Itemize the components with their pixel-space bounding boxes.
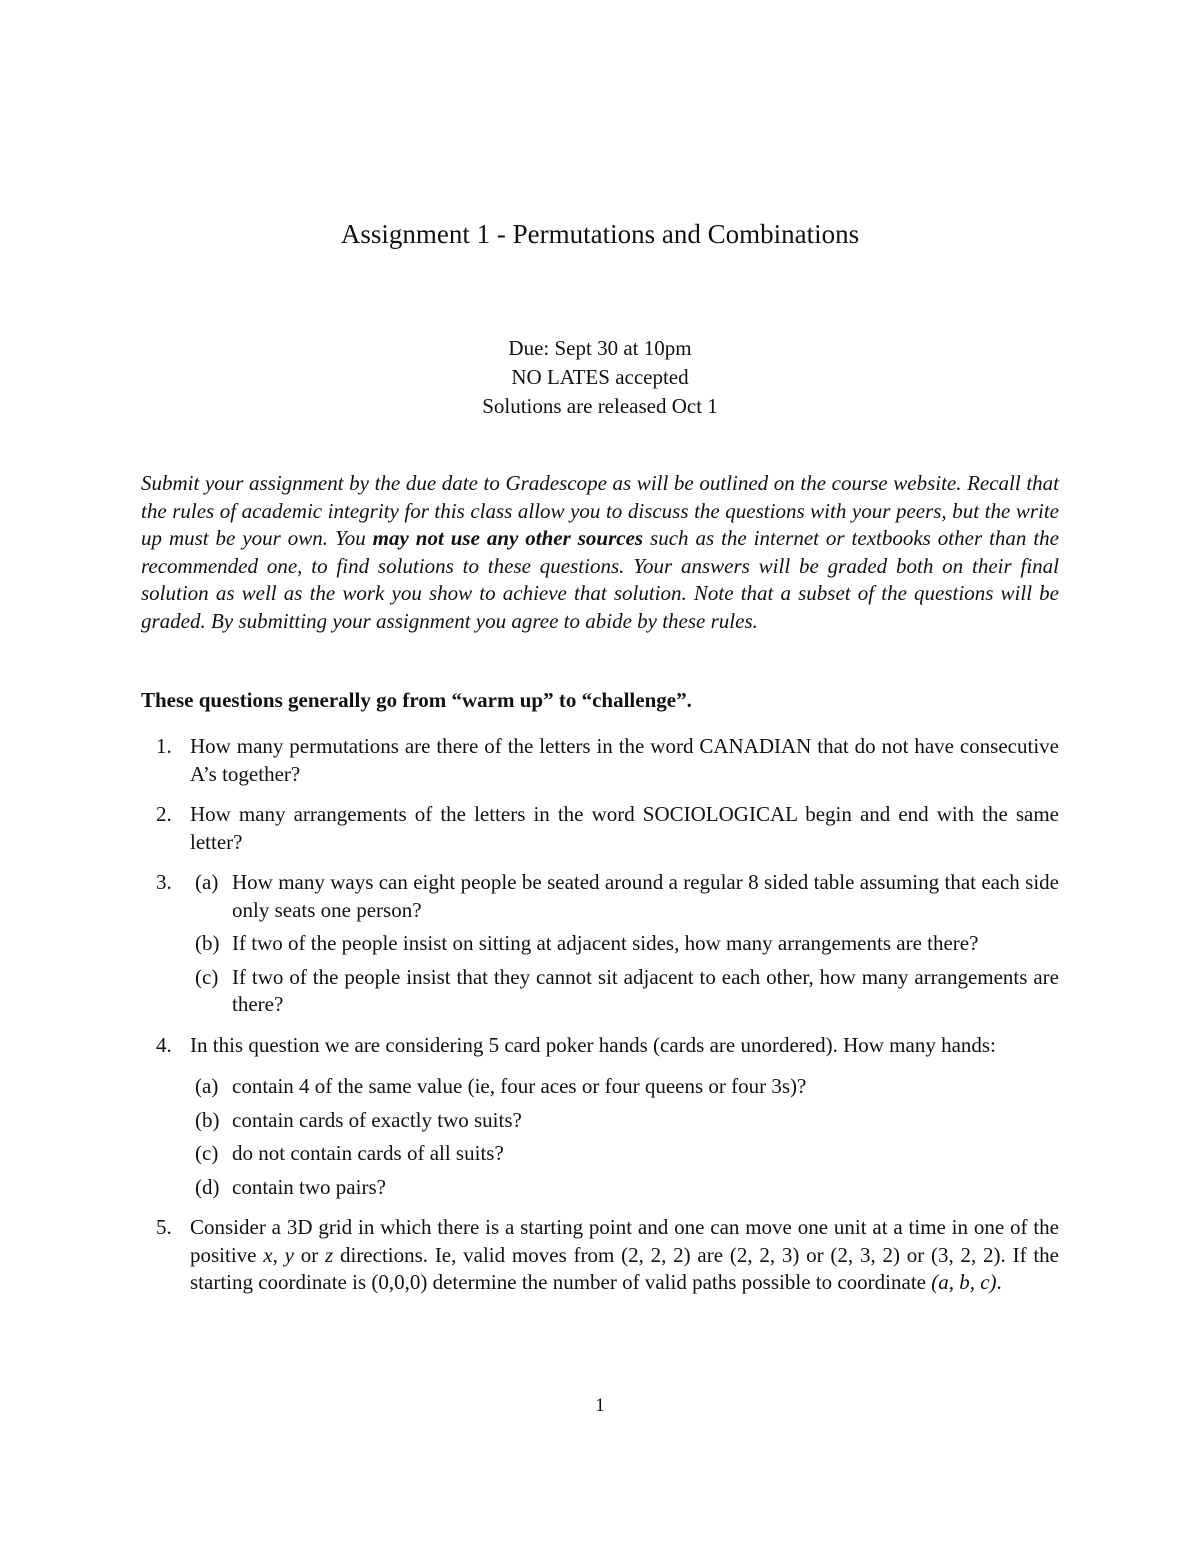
question-text: How many permutations are there of the letters in the word CANADIAN that do not have consecutive A’s together? <box>190 734 1059 786</box>
subpart-label: (b) <box>195 1107 220 1132</box>
subpart-label: (d) <box>195 1174 220 1199</box>
question-text-3: . <box>996 1270 1002 1294</box>
question-3c <box>190 964 1059 1019</box>
question-text-1: Consider a 3D grid in which there is a starting point and one can move one unit at a time in one of the positive <box>190 1215 1059 1267</box>
subpart-label: (c) <box>195 964 219 989</box>
page-number: 1 <box>595 1395 605 1416</box>
question-3a <box>190 869 1059 924</box>
question-5 <box>141 1214 1059 1297</box>
subpart-label: (b) <box>195 931 220 955</box>
question-4c <box>190 1140 1059 1168</box>
question-number: 1. <box>156 734 172 758</box>
subpart-text: If two of the people insist that they cannot sit adjacent to each other, how many arrangements are there? <box>232 964 1059 1016</box>
subpart-text: contain two pairs? <box>232 1174 386 1199</box>
instructions-emphasis: may not use any other sources <box>372 526 644 550</box>
math-z: z <box>325 1242 334 1267</box>
question-text: How many arrangements of the letters in the word SOCIOLOGICAL begin and end with the same letter? <box>190 802 1059 854</box>
instructions-paragraph <box>141 470 1059 635</box>
question-text-2: directions. Ie, valid moves from (2, 2, 2) are (2, 2, 3) or (2, 3, 2) or (3, 2, 2). If the starting coordinate is (0,0,0) determine the number of valid paths possible to coordinate <box>190 1242 1059 1294</box>
subpart-text: If two of the people insist on sitting at adjacent sides, how many arrangements are there? <box>232 931 979 955</box>
question-number: 2. <box>156 802 172 826</box>
solutions-release: Solutions are released Oct 1 <box>482 394 718 418</box>
subpart-label: (a) <box>195 1074 219 1098</box>
subpart-label: (c) <box>195 1141 219 1165</box>
question-list <box>141 733 1059 1310</box>
question-4d <box>190 1174 1059 1202</box>
assignment-meta <box>0 334 1200 421</box>
question-4a <box>190 1073 1059 1101</box>
subpart-text: contain cards of exactly two suits? <box>232 1107 522 1132</box>
assignment-title: Assignment 1 - Permutations and Combinations <box>340 219 860 249</box>
question-number: 3. <box>156 870 172 894</box>
due-date: Due: Sept 30 at 10pm <box>508 336 692 360</box>
instructions-text-1: Submit your assignment by the due date to Gradescope as will be outlined on the course website. Recall that the rules of academic integrity for this class allow you to discuss the questions with your peers, but the write up must be your own. You <box>141 471 1059 550</box>
question-number: 4. <box>156 1032 172 1057</box>
math-y: y <box>284 1242 294 1267</box>
instructions-text-2: such as the internet or textbooks other than the recommended one, to find solutions to these questions. Your answers will be graded both on their final solution as well as the work you show to achieve that solution. Note that a subset of the questions will be graded. By submitting your assignment you agree to abide by these rules. <box>141 526 1060 633</box>
subpart-text: How many ways can eight people be seated around a regular 8 sided table assuming that each side only seats one person? <box>232 870 1059 922</box>
subpart-text: contain 4 of the same value (ie, four aces or four queens or four 3s)? <box>232 1074 807 1098</box>
question-4 <box>141 1032 1059 1202</box>
question-2 <box>141 801 1059 856</box>
math-x: x <box>263 1242 273 1267</box>
separator: or <box>293 1242 326 1267</box>
question-3 <box>141 869 1059 1019</box>
questions-lead: These questions generally go from “warm up” to “challenge”. <box>141 688 692 712</box>
late-policy: NO LATES accepted <box>511 365 689 389</box>
math-abc: (a, b, c) <box>931 1270 997 1294</box>
question-4b <box>190 1107 1059 1135</box>
question-number: 5. <box>156 1215 172 1239</box>
subpart-label: (a) <box>195 870 219 894</box>
separator: , <box>272 1242 285 1267</box>
subpart-text: do not contain cards of all suits? <box>232 1141 504 1165</box>
question-3b <box>190 930 1059 958</box>
question-1 <box>141 733 1059 788</box>
question-text: In this question we are considering 5 card poker hands (cards are unordered). How many hands: <box>190 1032 996 1057</box>
